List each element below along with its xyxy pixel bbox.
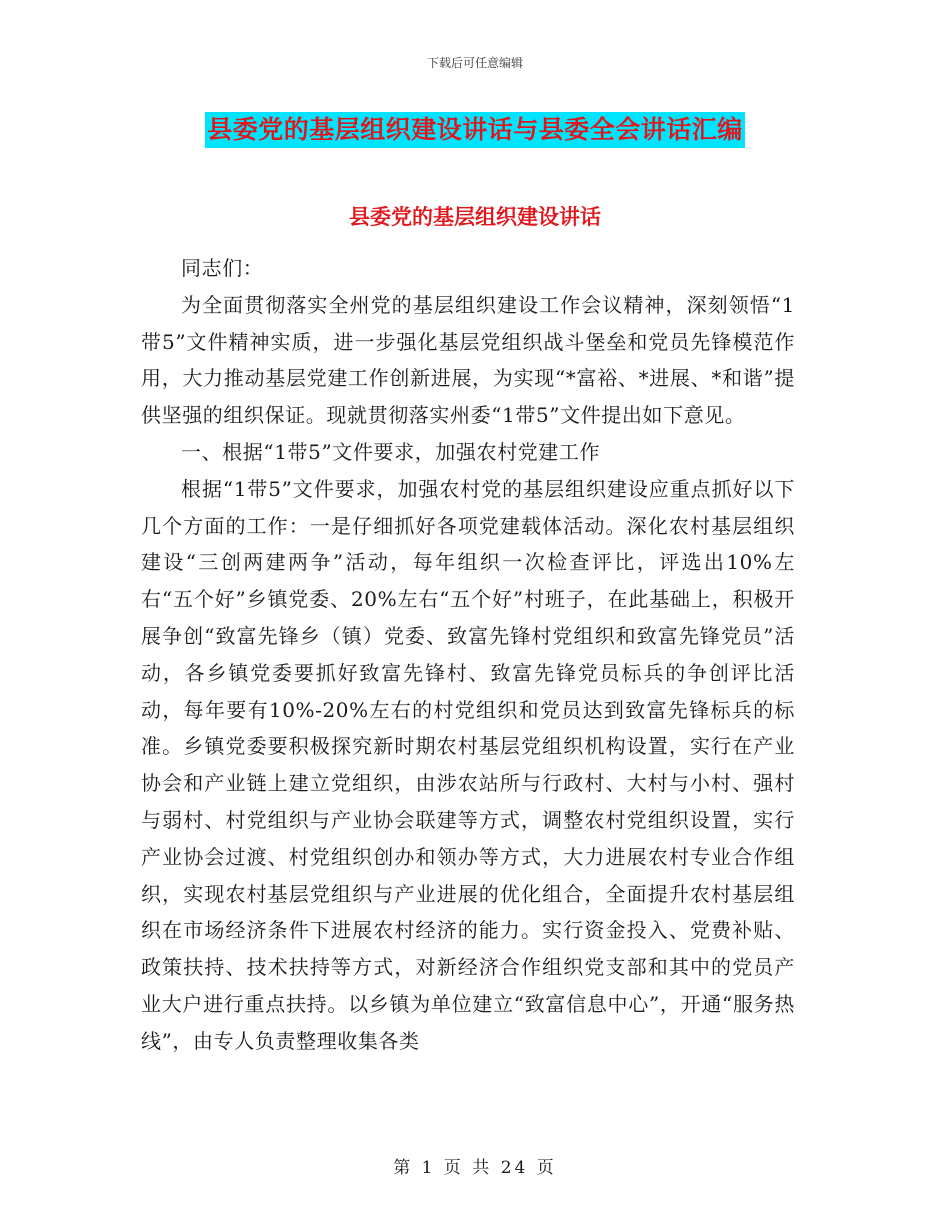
salutation: 同志们： bbox=[181, 256, 264, 280]
paragraph: 为全面贯彻落实全州党的基层组织建设工作会议精神，深刻领悟“1带5”文件精神实质，进一步强化基层党组织战斗堡垒和党员先锋模范作用，大力推动基层党建工作创新进展，为实现“*富裕、*进展、*和谐”提供坚强的组织保证。现就贯彻落实州委“1带5”文件提出如下意见。 bbox=[141, 292, 795, 428]
main-title-wrap bbox=[0, 112, 950, 148]
header-note: 下载后可任意编辑 bbox=[426, 56, 523, 70]
sub-title: 县委党的基层组织建设讲话 bbox=[349, 205, 601, 229]
paragraph: 根据“1带5”文件要求，加强农村党的基层组织建设应重点抓好以下几个方面的工作：一是仔细抓好各项党建载体活动。深化农村基层组织建设“三创两建两争”活动，每年组织一次检查评比，评选出10%左右“五个好”乡镇党委、20%左右“五个好”村班子，在此基础上，积极开展争创“致富先锋乡（镇）党委、致富先锋村党组织和致富先锋党员”活动，各乡镇党委要抓好致富先锋村、致富先锋党员标兵的争创评比活动，每年要有10%-20%左右的村党组织和党员达到致富先锋标兵的标准。乡镇党委要积极探究新时期农村基层党组织机构设置，实行在产业协会和产业链上建立党组织，由涉农站所与行政村、大村与小村、强村与弱村、村党组织与产业协会联建等方式，调整农村党组织设置，实行产业协会过渡、村党组织创办和领办等方式，大力进展农村专业合作组织，实现农村基层党组织与产业进展的优化组合，全面提升农村基层组织在市场经济条件下进展农村经济的能力。实行资金投入、党费补贴、政策扶持、技术扶持等方式，对新经济合作组织党支部和其中的党员产业大户进行重点扶持。以乡镇为单位建立“致富信息中心”，开通“服务热线”，由专人负责整理收集各类 bbox=[141, 476, 795, 1053]
document-body bbox=[141, 250, 795, 1060]
page-number-footer: 第 1 页 共 24 页 bbox=[393, 1158, 557, 1178]
main-title: 县委党的基层组织建设讲话与县委全会讲话汇编 bbox=[205, 112, 745, 148]
section-heading: 一、根据“1带5”文件要求，加强农村党建工作 bbox=[181, 439, 601, 464]
